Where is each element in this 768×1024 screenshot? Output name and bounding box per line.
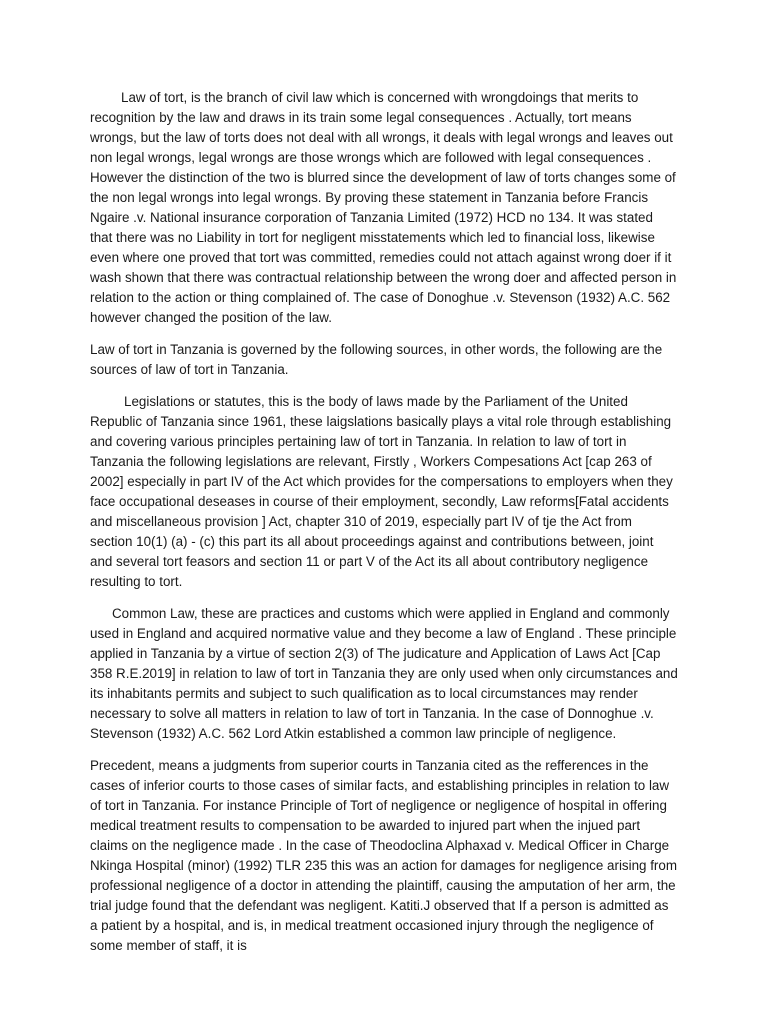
- paragraph-sources-intro: Law of tort in Tanzania is governed by the following sources, in other words, the following are the sources of law of tort in Tanzania.: [90, 342, 663, 377]
- paragraph-introduction: Law of tort, is the branch of civil law which is concerned with wrongdoings that merits to recognition by the law and draws in its train some legal consequences . Actually, tort means wrongs, but the law of torts does not deal with all wrongs, it deals with legal wrongs and leaves out non legal wrongs, legal wrongs are those wrongs which are followed with legal consequences . However the distinction of the two is blurred since the development of law of torts changes some of the non legal wrongs into legal wrongs. By proving these statement in Tanzania before Francis Ngaire .v. National insurance corporation of Tanzania Limited (1972) HCD no 134. It was stated that there was no Liability in tort for negligent misstatements which led to financial loss, likewise even where one proved that tort was committed, remedies could not attach against wrong doer if it wash shown that there was contractual relationship between the wrong doer and affected person in relation to the action or thing complained of. The case of Donoghue .v. Stevenson (1932) A.C. 562 however changed the position of the law.: [90, 90, 677, 325]
- paragraph-common-law: Common Law, these are practices and customs which were applied in England and commonly used in England and acquired normative value and they become a law of England . These principle applied in Tanzania by a virtue of section 2(3) of The judicature and Application of Laws Act [Cap 358 R.E.2019] in relation to law of tort in Tanzania they are only used when only circumstances and its inhabitants permits and subject to such qualification as to local circumstances may render necessary to solve all matters in relation to law of tort in Tanzania. In the case of Donnoghue .v. Stevenson (1932) A.C. 562 Lord Atkin established a common law principle of negligence.: [90, 606, 678, 741]
- paragraph-legislations: Legislations or statutes, this is the body of laws made by the Parliament of the United Republic of Tanzania since 1961, these laigslations basically plays a vital role through establishing and covering various principles pertaining law of tort in Tanzania. In relation to law of tort in Tanzania the following legislations are relevant, Firstly , Workers Compesations Act [cap 263 of 2002] especially in part IV of the Act which provides for the compersations to employers when they face occupational deseases in course of their employment, secondly, Law reforms[Fatal accidents and miscellaneous provision ] Act, chapter 310 of 2019, especially part IV of tje the Act from section 10(1) (a) - (c) this part its all about proceedings against and contributions between, joint and several tort feasors and section 11 or part V of the Act its all about contributory negligence resulting to tort.: [90, 394, 673, 589]
- paragraph-precedent: Precedent, means a judgments from superior courts in Tanzania cited as the refferences in the cases of inferior courts to those cases of similar facts, and establishing principles in relation to law of tort in Tanzania. For instance Principle of Tort of negligence or negligence of hospital in offering medical treatment results to compensation to be awarded to injured part when the injued part claims on the negligence made . In the case of Theodoclina Alphaxad v. Medical Officer in Charge Nkinga Hospital (minor) (1992) TLR 235 this was an action for damages for negligence arising from professional negligence of a doctor in attending the plaintiff, causing the amputation of her arm, the trial judge found that the defendant was negligent. Katiti.J observed that If a person is admitted as a patient by a hospital, and is, in medical treatment occasioned injury through the negligence of some member of staff, it is: [90, 758, 677, 953]
- document-page: [90, 88, 678, 968]
